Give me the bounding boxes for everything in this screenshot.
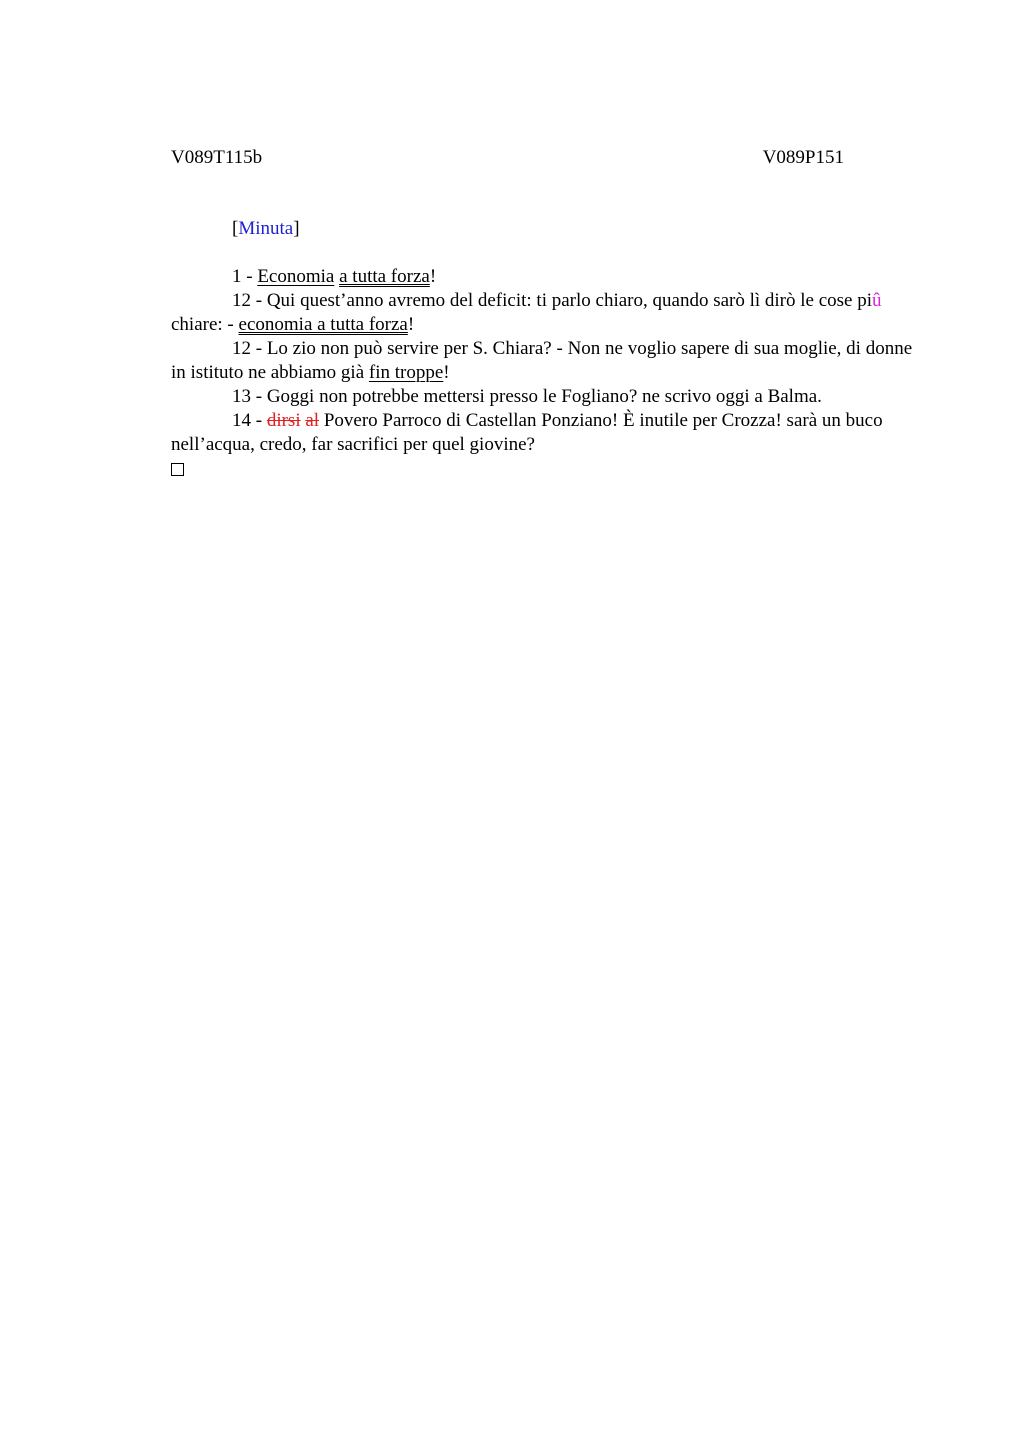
minuta-text: Minuta	[238, 218, 294, 239]
paragraph-4	[171, 385, 919, 409]
paragraph-5	[171, 409, 919, 457]
paragraph-end: !	[443, 362, 450, 383]
page-code: V089P151	[762, 147, 844, 168]
bracket-open: [	[232, 218, 239, 239]
struck-text: al	[305, 410, 320, 431]
bracket-close: ]	[293, 218, 300, 239]
page-header	[171, 146, 844, 170]
document-code: V089T115b	[171, 147, 263, 168]
document-body	[171, 217, 919, 483]
paragraph-text: chiare: -	[171, 314, 239, 335]
paragraph-number: 14 -	[232, 410, 267, 431]
blank-line	[171, 241, 919, 265]
underlined-text: Economia	[257, 266, 335, 287]
paragraph-number: 1 -	[232, 266, 258, 287]
empty-square-icon	[171, 463, 184, 476]
struck-text: dirsi	[266, 410, 301, 431]
underlined-text: fin troppe	[368, 362, 444, 383]
minuta-label	[171, 217, 919, 241]
paragraph-end: !	[407, 314, 415, 335]
paragraph-3	[171, 337, 919, 385]
end-mark	[171, 457, 919, 483]
paragraph-text: 12 - Qui quest’anno avremo del deficit: ti parlo chiaro, quando sarò lì dirò le cose pi	[232, 290, 873, 311]
paragraph-text: 13 - Goggi non potrebbe mettersi presso le Fogliano? ne scrivo oggi a Balma.	[232, 386, 822, 407]
inserted-letter: û	[872, 290, 882, 311]
paragraph-text: 12 - Lo zio non può servire per S. Chiara? - Non ne voglio sapere di sua moglie, di donne in istituto ne abbiamo già	[171, 338, 913, 383]
paragraph-end: !	[429, 266, 437, 287]
paragraph-text: Povero Parroco di Castellan Ponziano! È inutile per Crozza! sarà un buco nell’acqua, credo, far sacrifici per quel giovine?	[171, 410, 883, 455]
double-underlined-text: economia a tutta forza	[238, 314, 408, 335]
paragraph-1	[171, 265, 919, 289]
double-underlined-text: a tutta forza	[339, 266, 430, 287]
paragraph-2	[171, 289, 919, 337]
